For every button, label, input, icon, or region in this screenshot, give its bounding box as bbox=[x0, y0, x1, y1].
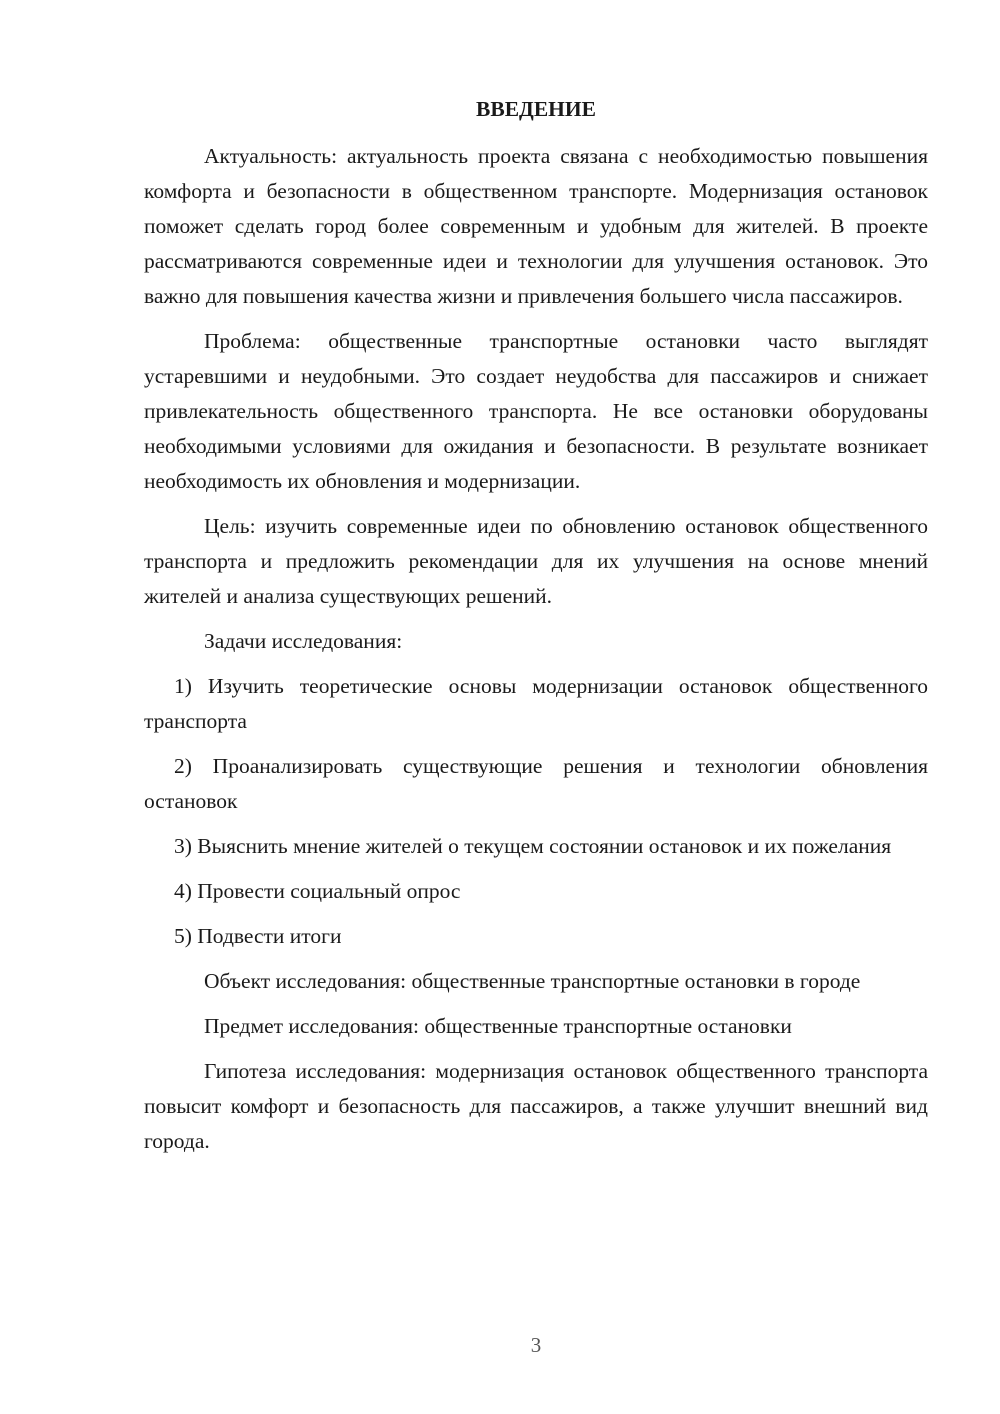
paragraph-tasks-heading: Задачи исследования: bbox=[204, 629, 403, 653]
page-number: 3 bbox=[530, 1333, 542, 1357]
task-item-4: 4) Провести социальный опрос bbox=[174, 879, 461, 903]
paragraph-object: Объект исследования: общественные транспортные остановки в городе bbox=[204, 969, 861, 993]
task-item-3: 3) Выяснить мнение жителей о текущем состоянии остановок и их пожелания bbox=[174, 834, 892, 858]
paragraph-problem: Проблема: общественные транспортные остановки часто выглядят устаревшими и неудобными. Это создает неудобства для пассажиров и снижает привлекательность общественного транспорта. Не все остановки оборудованы необходимыми условиями для ожидания и безопасности. В результате возникает необходимость их обновления и модернизации. bbox=[144, 329, 928, 493]
task-item-1: 1) Изучить теоретические основы модернизации остановок общественного транспорта bbox=[144, 674, 928, 733]
paragraph-subject: Предмет исследования: общественные транспортные остановки bbox=[204, 1014, 792, 1038]
section-title: ВВЕДЕНИЕ bbox=[476, 97, 596, 121]
task-item-2: 2) Проанализировать существующие решения и технологии обновления остановок bbox=[144, 754, 928, 813]
task-item-5: 5) Подвести итоги bbox=[174, 924, 342, 948]
paragraph-goal: Цель: изучить современные идеи по обновлению остановок общественного транспорта и предложить рекомендации для их улучшения на основе мнений жителей и анализа существующих решений. bbox=[144, 514, 928, 608]
paragraph-hypothesis: Гипотеза исследования: модернизация остановок общественного транспорта повысит комфорт и безопасность для пассажиров, а также улучшит внешний вид города. bbox=[144, 1059, 928, 1153]
paragraph-relevance: Актуальность: актуальность проекта связана с необходимостью повышения комфорта и безопасности в общественном транспорте. Модернизация остановок поможет сделать город более современным и удобным для жителей. В проекте рассматриваются современные идеи и технологии для улучшения остановок. Это важно для повышения качества жизни и привлечения большего числа пассажиров. bbox=[144, 144, 928, 308]
page-content bbox=[144, 92, 928, 1169]
